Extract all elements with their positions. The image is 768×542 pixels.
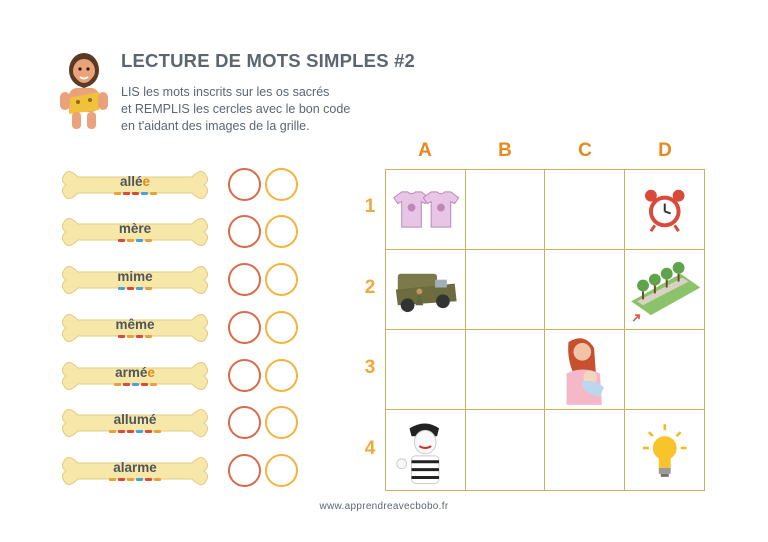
cell-c4 [545, 410, 625, 490]
cell-d2 [625, 250, 705, 330]
answer-circle-letter[interactable] [228, 263, 261, 296]
sound-dot [114, 383, 121, 386]
word-row [60, 451, 310, 491]
sound-dot [127, 430, 134, 433]
sound-code-dots [60, 335, 210, 339]
alarm-clock-icon [625, 170, 705, 249]
sound-code-dots [60, 383, 210, 387]
word-text: même [115, 317, 155, 332]
answer-circle-letter[interactable] [228, 454, 261, 487]
answer-circle-letter[interactable] [228, 406, 261, 439]
sound-dot [145, 287, 152, 290]
sound-dot [141, 192, 148, 195]
sound-dot [145, 239, 152, 242]
cell-d1 [625, 170, 705, 250]
sound-dot [127, 239, 134, 242]
word-row [60, 403, 310, 443]
word-text: allumé [113, 412, 157, 427]
cell-c1 [545, 170, 625, 250]
sound-dot [118, 239, 125, 242]
mother-baby-icon [545, 330, 624, 409]
answer-circle-letter[interactable] [228, 168, 261, 201]
cell-b3 [466, 330, 546, 410]
mime-icon [386, 410, 465, 490]
row-header-2: 2 [364, 277, 376, 298]
caveman-avatar [56, 48, 112, 132]
answer-circle-letter[interactable] [228, 311, 261, 344]
sound-code-dots [60, 192, 210, 196]
instruction-line-1: LIS les mots inscrits sur les os sacrés [121, 85, 330, 99]
sound-dot [109, 478, 116, 481]
word-label [60, 365, 210, 380]
sound-dot [136, 335, 143, 338]
word-label [60, 221, 210, 236]
sound-dot [118, 478, 125, 481]
column-header-a: A [418, 140, 432, 161]
sound-dot [132, 192, 139, 195]
sound-dot [118, 335, 125, 338]
sound-dot [136, 478, 143, 481]
sound-dot [118, 430, 125, 433]
sound-dot [132, 383, 139, 386]
cell-b1 [466, 170, 546, 250]
word-row [60, 260, 310, 300]
word-text: mère [118, 221, 152, 236]
word-text: alarme [113, 460, 157, 475]
answer-circle-number[interactable] [265, 215, 298, 248]
sound-dot [123, 192, 130, 195]
picture-grid [385, 169, 705, 491]
word-row [60, 212, 310, 252]
answer-circle-number[interactable] [265, 311, 298, 344]
cell-a1 [386, 170, 466, 250]
word-label [60, 412, 210, 427]
instructions [121, 84, 411, 135]
sound-dot [145, 478, 152, 481]
answer-circle-number[interactable] [265, 263, 298, 296]
instruction-line-2: et REMPLIS les cercles avec le bon code [121, 102, 351, 116]
answer-circle-number[interactable] [265, 454, 298, 487]
cell-a4 [386, 410, 466, 490]
word-label [60, 269, 210, 284]
sound-dot [136, 287, 143, 290]
cell-b2 [466, 250, 546, 330]
column-header-d: D [658, 140, 672, 161]
column-header-c: C [578, 140, 592, 161]
word-row [60, 356, 310, 396]
row-header-4: 4 [364, 438, 376, 459]
word-row [60, 165, 310, 205]
word-text: mime [117, 269, 153, 284]
tshirts-icon [386, 170, 465, 249]
word-label [60, 317, 210, 332]
sound-dot [114, 192, 121, 195]
answer-circle-letter[interactable] [228, 359, 261, 392]
word-row [60, 308, 310, 348]
sound-dot [154, 478, 161, 481]
sound-dot [141, 383, 148, 386]
silent-letter: e [147, 365, 155, 380]
tree-lined-path-icon [625, 250, 705, 329]
word-text: allé [119, 174, 143, 189]
cell-a2 [386, 250, 466, 330]
sound-code-dots [60, 430, 210, 434]
sound-dot [136, 239, 143, 242]
instruction-line-3: en t'aidant des images de la grille. [121, 119, 310, 133]
answer-circle-number[interactable] [265, 359, 298, 392]
sound-dot [136, 430, 143, 433]
row-header-1: 1 [364, 196, 376, 217]
sound-code-dots [60, 239, 210, 243]
sound-code-dots [60, 478, 210, 482]
sound-dot [150, 383, 157, 386]
footer-url: www.apprendreavecbobo.fr [319, 501, 449, 512]
army-jeep-icon [386, 250, 465, 329]
sound-dot [127, 287, 134, 290]
answer-circle-letter[interactable] [228, 215, 261, 248]
row-header-3: 3 [364, 357, 376, 378]
sound-dot [145, 335, 152, 338]
sound-dot [127, 478, 134, 481]
cell-d4 [625, 410, 705, 490]
word-label [60, 174, 210, 189]
answer-circle-number[interactable] [265, 406, 298, 439]
sound-dot [127, 335, 134, 338]
page-title: LECTURE DE MOTS SIMPLES #2 [121, 50, 416, 71]
cell-d3 [625, 330, 705, 410]
sound-dot [145, 430, 152, 433]
silent-letter: e [142, 174, 151, 189]
light-bulb-icon [625, 410, 705, 490]
answer-circle-number[interactable] [265, 168, 298, 201]
sound-dot [109, 430, 116, 433]
cell-b4 [466, 410, 546, 490]
cell-a3 [386, 330, 466, 410]
sound-dot [154, 430, 161, 433]
cell-c2 [545, 250, 625, 330]
word-label [60, 460, 210, 475]
sound-dot [123, 383, 130, 386]
sound-dot [150, 192, 157, 195]
sound-code-dots [60, 287, 210, 291]
sound-dot [118, 287, 125, 290]
column-header-b: B [498, 140, 512, 161]
cell-c3 [545, 330, 625, 410]
word-text: armé [115, 365, 148, 380]
